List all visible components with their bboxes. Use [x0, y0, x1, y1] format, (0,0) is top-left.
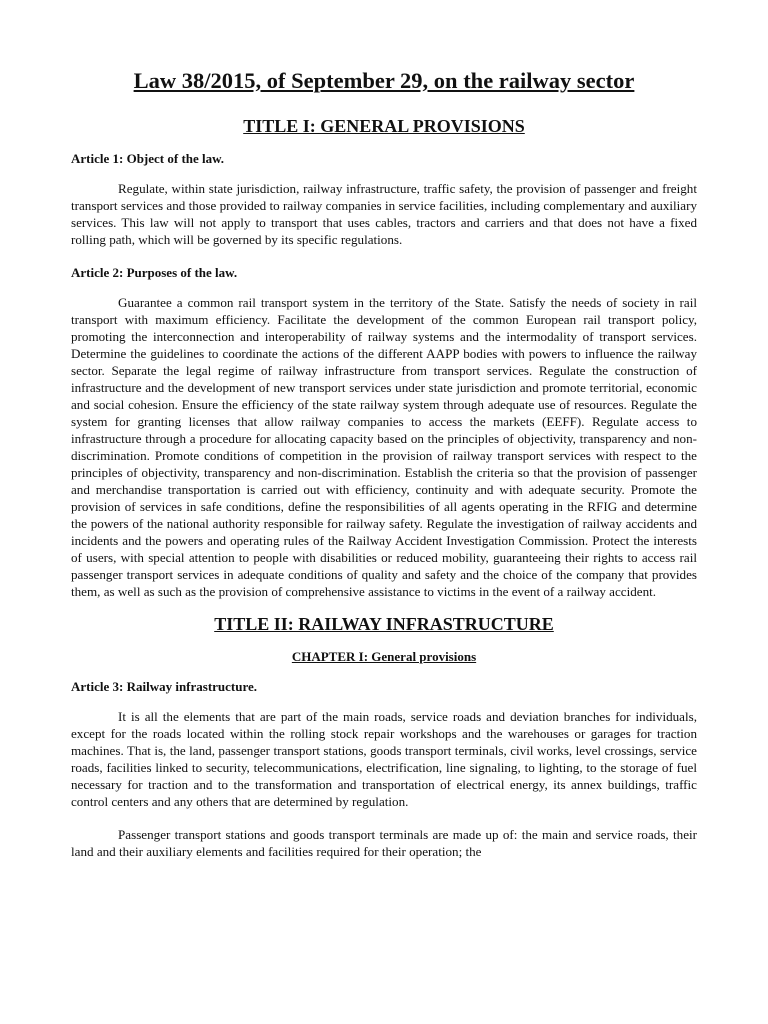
article-2-heading: Article 2: Purposes of the law. — [71, 265, 238, 280]
article-1-paragraph: Regulate, within state jurisdiction, railway infrastructure, traffic safety, the provision of passenger and freight transport services and those provided to railway companies in service facilities, including complementary and auxiliary services. This law will not apply to transport that uses cables, tractors and carriers and that does not have a fixed rolling path, which will be governed by its specific regulations. — [71, 181, 697, 247]
article-3-heading: Article 3: Railway infrastructure. — [71, 679, 258, 694]
article-1-heading: Article 1: Object of the law. — [71, 151, 225, 166]
title-2-heading: TITLE II: RAILWAY INFRASTRUCTURE — [214, 614, 554, 634]
article-3-paragraph-1: It is all the elements that are part of the main roads, service roads and deviation branches for individuals, except for the roads located within the rolling stock repair workshops and the warehouses or garages for traction machines. That is, the land, passenger transport stations, goods transport terminals, civil works, level crossings, service roads, facilities linked to security, telecommunications, electrification, line signaling, to lighting, to the storage of fuel necessary for traction and to the transformation and transportation of electrical energy, its annex buildings, traffic control centers and any others that are determined by regulation. — [71, 709, 697, 809]
chapter-1-heading: CHAPTER I: General provisions — [291, 649, 477, 664]
article-2-paragraph: Guarantee a common rail transport system in the territory of the State. Satisfy the needs of society in rail transport with maximum efficiency. Facilitate the development of the common European rail transport policy, promoting the interconnection and interoperability of railway systems and the intermodality of transport services. Determine the guidelines to coordinate the actions of the different AAPP bodies with powers to influence the railway sector. Separate the legal regime of railway infrastructure from transport services. Regulate the construction of infrastructure and the development of new transport services under state jurisdiction and promote territorial, economic and social cohesion. Ensure the efficiency of the state railway system through adequate use of resources. Regulate the system for granting licenses that allow railway companies to access the markets (EEFF). Regulate access to infrastructure through a procedure for allocating capacity based on the principles of objectivity, transparency and non-discrimination. Promote conditions of competition in the provision of railway transport services with respect to the principles of objectivity, transparency and non-discrimination. Establish the criteria so that the provision of passenger and merchandise transportation is carried out with efficiency, continuity and with adequate security. Promote the provision of services in safe conditions, define the responsibilities of all agents operating in the RFIG and determine the powers of the national authority responsible for railway safety. Regulate the investigation of railway accidents and incidents and the powers and operating rules of the Railway Accident Investigation Commission. Protect the interests of users, with special attention to people with disabilities or reduced mobility, guaranteeing their rights to access rail passenger transport services in adequate conditions of quality and safety and the choice of the company that provides them, as well as such as the provision of comprehensive assistance to victims in the event of a railway accident. — [71, 295, 697, 599]
article-3-paragraph-2: Passenger transport stations and goods transport terminals are made up of: the main and service roads, their land and their auxiliary elements and facilities required for their operation; the — [71, 827, 697, 859]
title-1-heading: TITLE I: GENERAL PROVISIONS — [243, 116, 525, 136]
document-title: Law 38/2015, of September 29, on the railway sector — [133, 68, 635, 93]
